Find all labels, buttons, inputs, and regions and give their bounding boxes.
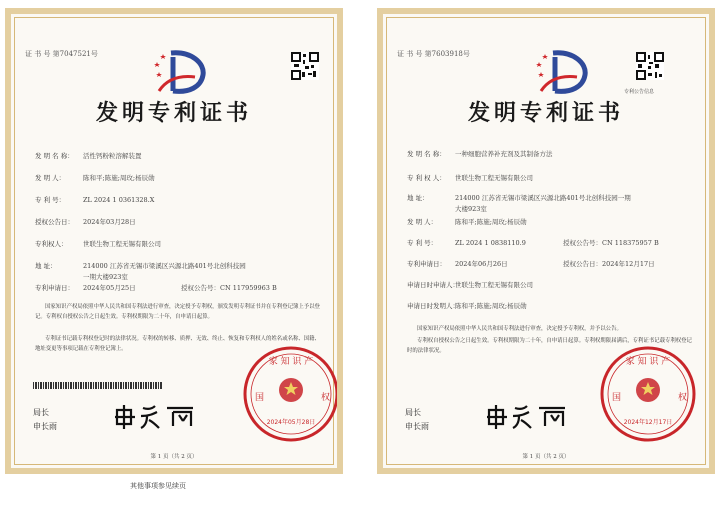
legal-text-paragraph-1: 国家知识产权局依照中华人民共和国专利法进行审查，决定授予专利权，颁发发明专利证书并在专利登记簿上予以登记。专利权自授权公告之日起生效。专利权期限为二十年，自申请日起算。: [35, 304, 320, 320]
field-publication-number: 授权公告号：CN 118375957 B: [563, 239, 659, 247]
patent-certificate-right: [377, 8, 715, 474]
field-patent-number: 专 利 号： ZL 2024 1 0838110.9: [407, 239, 526, 247]
field-patentee: 专 利 权 人： 世联生物工程无锡有限公司: [407, 174, 533, 182]
seal-date: 2024年05月28日: [266, 419, 316, 426]
field-address: 地 址： 214000 江苏省无锡市梁溪区兴源北路401号北创科技园: [35, 262, 246, 270]
seal-date: 2024年12月17日: [623, 419, 673, 426]
certificate-number: 证 书 号 第7047521号: [25, 50, 98, 58]
handwritten-signature: [483, 402, 573, 430]
director-name: 申长雨: [33, 422, 57, 431]
field-grant-date: 授权公告日： 2024年03月28日: [35, 218, 136, 226]
svg-text:家 知 识 产: 家 知 识 产: [268, 357, 314, 367]
seal-emblem-icon: [598, 344, 698, 444]
director-signature-block: [405, 406, 429, 434]
director-title: 局长: [33, 408, 49, 417]
field-inventor: 发 明 人： 陈和平;陈施;周玫;杨辰勋: [35, 174, 155, 182]
svg-text:国: 国: [255, 393, 265, 403]
page-footer: 第 1 页（共 2 页）: [150, 454, 198, 460]
field-application-date: 专利申请日： 2024年06月26日: [407, 260, 508, 268]
certificate-number: 证 书 号 第7603918号: [397, 50, 470, 58]
svg-text:权: 权: [321, 393, 331, 403]
official-seal: [241, 344, 341, 444]
field-publication-number: 授权公告号：CN 117959963 B: [181, 284, 277, 292]
legal-text-paragraph-2: 专利证书记载专利权登记时的法律状况。专利权的转移、质押、无效、终止、恢复和专利权人的姓名或名称、国籍、地址变更等事项记载在专利登记簿上。: [35, 336, 320, 352]
cnipa-logo-icon: [533, 47, 591, 95]
field-application-date: 专利申请日： 2024年05月25日: [35, 284, 136, 292]
svg-text:权: 权: [678, 393, 688, 403]
certificate-title: 发明专利证书: [467, 100, 624, 126]
page-footer: 第 1 页（共 2 页）: [522, 454, 570, 460]
cnipa-logo-icon: [151, 47, 209, 95]
field-invention-name: 发 明 名 称： 活性钙粉粒溶解装置: [35, 152, 142, 160]
legal-text-paragraph-1: 国家知识产权局依照中华人民共和国专利法进行审查，决定授予专利权，并予以公告。: [417, 326, 622, 332]
qr-caption: 专利公告信息: [624, 89, 655, 95]
director-signature-block: [33, 406, 57, 434]
handwritten-signature: [111, 402, 201, 430]
field-original-applicant: 申请日时申请人：世联生物工程无锡有限公司: [407, 281, 533, 289]
field-invention-name: 发 明 名 称： 一种细胞营养补充剂及其制备方法: [407, 150, 553, 158]
director-title: 局长: [405, 408, 421, 417]
legal-text-paragraph-2: 专利权自授权公告之日起生效。专利权期限为二十年，自申请日起算。专利权期限届满后，专利证书记载专利权登记时的法律状况。: [407, 338, 692, 354]
field-address-line2: 一期大楼923室: [83, 273, 128, 281]
seal-emblem-icon: [241, 344, 341, 444]
official-seal: [598, 344, 698, 444]
field-original-inventor: 申请日时发明人：陈和平;陈施;周玫;杨辰勋: [407, 302, 527, 310]
field-grant-date: 授权公告日：2024年12月17日: [563, 260, 655, 268]
certificate-title: 发明专利证书: [95, 100, 252, 126]
patent-certificate-left: [5, 8, 343, 474]
svg-text:家 知 识 产: 家 知 识 产: [625, 357, 671, 367]
director-name: 申长雨: [405, 422, 429, 431]
continuation-note: 其他事项参见续页: [130, 482, 186, 490]
qr-code-icon: [291, 52, 319, 80]
field-address-line2: 大楼923室: [455, 205, 487, 213]
qr-code-icon: [636, 52, 664, 80]
field-inventor: 发 明 人： 陈和平;陈施;周玫;杨辰勋: [407, 218, 527, 226]
field-address: 地 址： 214000 江苏省无锡市梁溪区兴源北路401号北创科技园一期: [407, 194, 631, 202]
field-patent-number: 专 利 号： ZL 2024 1 0361328.X: [35, 196, 155, 204]
barcode: [33, 382, 163, 389]
svg-text:国: 国: [612, 393, 622, 403]
field-patentee: 专利权人： 世联生物工程无锡有限公司: [35, 240, 161, 248]
